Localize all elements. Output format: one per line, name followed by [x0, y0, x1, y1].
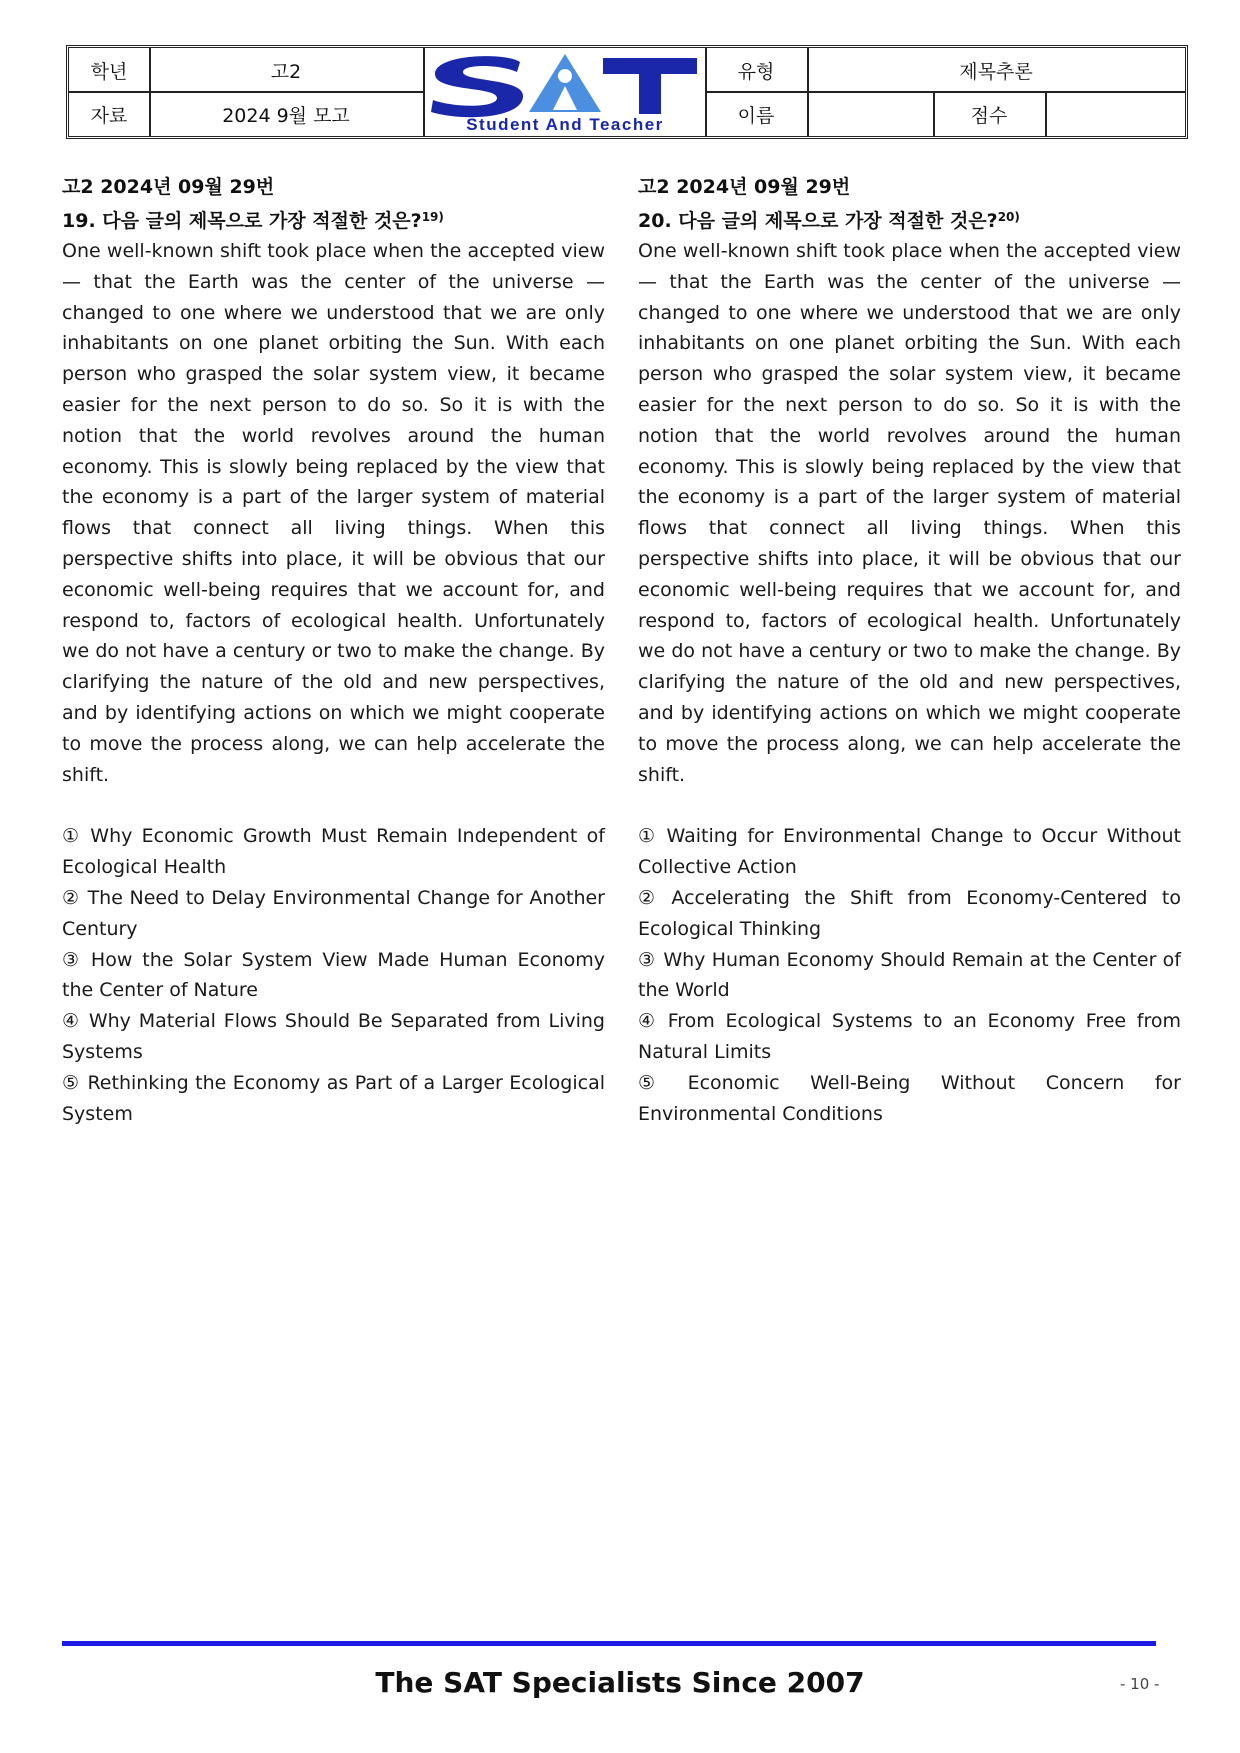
- answer-choices: [62, 821, 605, 1129]
- question-source: 고2 2024년 09월 29번: [638, 176, 851, 198]
- choice-5[interactable]: ⑤ Rethinking the Economy as Part of a Larger Ecological System: [62, 1071, 605, 1125]
- question-passage: One well-known shift took place when the accepted view — that the Earth was the center of the universe — changed to one where we understood that we are only inhabitants on one planet orbiting the Sun. With each person who grasped the solar system view, it became easier for the next person to do so. So it is with the notion that the world revolves around the human economy. This is slowly being replaced by the view that the economy is a part of the larger system of material flows that connect all living things. When this perspective shifts into place, it will be obvious that our economic well-being requires that we account for, and respond to, factors of ecological health. Unfortunately we do not have a century or two to make the change. By clarifying the nature of the old and new perspectives, and by identifying actions on which we might cooperate to move the process along, we can help accelerate the shift.: [62, 240, 605, 786]
- choice-3[interactable]: ③ Why Human Economy Should Remain at the Center of the World: [638, 948, 1181, 1002]
- grade-value: 고2: [270, 60, 302, 83]
- choice-1[interactable]: ① Waiting for Environmental Change to Occur Without Collective Action: [638, 825, 1181, 879]
- answer-choices: [638, 821, 1181, 1129]
- question-title: 20. 다음 글의 제목으로 가장 적절한 것은?$^{20)}$: [638, 210, 1020, 232]
- choice-5[interactable]: ⑤ Economic Well-Being Without Concern for Environmental Conditions: [638, 1071, 1181, 1125]
- worksheet-header: [66, 45, 1188, 139]
- choice-4[interactable]: ④ From Ecological Systems to an Economy Free from Natural Limits: [638, 1010, 1181, 1063]
- question-source: 고2 2024년 09월 29번: [62, 176, 275, 198]
- sat-logo: [425, 48, 705, 136]
- footer-title: The SAT Specialists Since 2007: [375, 1666, 865, 1699]
- name-field[interactable]: [807, 92, 933, 136]
- choice-2[interactable]: ② The Need to Delay Environmental Change for Another Century: [62, 886, 605, 940]
- page-number: - 10 -: [1120, 1675, 1160, 1693]
- source-value: 2024 9월 모고: [222, 104, 350, 127]
- question-passage: One well-known shift took place when the accepted view — that the Earth was the center of the universe — changed to one where we understood that we are only inhabitants on one planet orbiting the Sun. With each person who grasped the solar system view, it became easier for the next person to do so. So it is with the notion that the world revolves around the human economy. This is slowly being replaced by the view that the economy is a part of the larger system of material flows that connect all living things. When this perspective shifts into place, it will be obvious that our economic well-being requires that we account for, and respond to, factors of ecological health. Unfortunately we do not have a century or two to make the change. By clarifying the nature of the old and new perspectives, and by identifying actions on which we might cooperate to move the process along, we can help accelerate the shift.: [638, 240, 1181, 786]
- name-label: 이름: [737, 104, 775, 127]
- footer-rule: [62, 1641, 1156, 1646]
- question-19: [62, 172, 605, 1129]
- score-field[interactable]: [1045, 92, 1185, 136]
- type-label: 유형: [737, 60, 775, 83]
- choice-2[interactable]: ② Accelerating the Shift from Economy-Centered to Ecological Thinking: [638, 886, 1181, 940]
- sat-logo-graphic: [425, 48, 705, 118]
- type-value: 제목추론: [959, 60, 1033, 83]
- choice-3[interactable]: ③ How the Solar System View Made Human Economy the Center of Nature: [62, 948, 605, 1002]
- question-20: [638, 172, 1181, 1129]
- footnote-marker: 20): [997, 210, 1020, 224]
- score-label: 점수: [970, 104, 1008, 127]
- footnote-marker: 19): [421, 210, 444, 224]
- grade-label: 학년: [90, 60, 128, 83]
- source-label: 자료: [90, 104, 128, 127]
- choice-1[interactable]: ① Why Economic Growth Must Remain Independent of Ecological Health: [62, 825, 605, 879]
- choice-4[interactable]: ④ Why Material Flows Should Be Separated from Living Systems: [62, 1010, 605, 1063]
- question-title: 19. 다음 글의 제목으로 가장 적절한 것은?$^{19)}$: [62, 210, 444, 232]
- logo-tagline: Student And Teacher: [466, 115, 664, 134]
